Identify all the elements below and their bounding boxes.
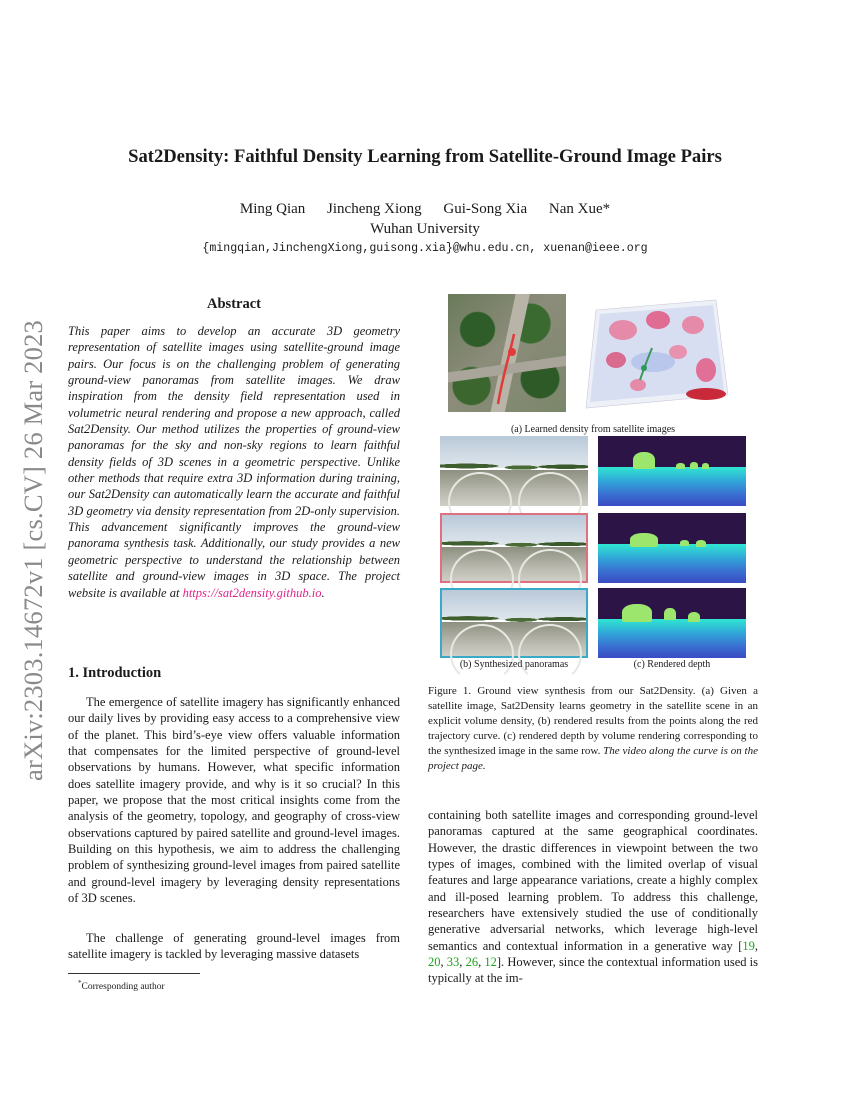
footnote: *Corresponding author xyxy=(78,979,165,993)
paragraph-text: containing both satellite images and corresponding ground-level panoramas captured at the same geographical coordinates. However, the drastic differences in viewpoint between the two types of images, combined with the limited overlap of visual features and large appearance variations, create a highly complex and ill-posed learning problem. To address this challenge, researchers have extensively studied the use of conditionally generative adversarial networks, which leverage high-level semantics and contextual information in a generative way [ xyxy=(428,808,758,953)
synthesized-panorama xyxy=(440,513,588,583)
paragraph-text: The emergence of satellite imagery has significantly enhanced our daily lives by providing easy access to a comprehensive view of the planet. This bird’s-eye view offers valuable information that compensates for the limited perspective of ground-level observations by humans. However, what specific information does satellite imagery provide, and why is it so crucial? In this paper, we propose that the most critical insights come from the analysis of the geometry, topology, and geography of cross-view observations captured by paired satellite and ground-level images. Building on this hypothesis, we aim to address the challenging problem of synthesizing ground-level images from paired satellite and ground-level imagery by leveraging density representations of 3D scenes. xyxy=(68,695,400,906)
figure-subcaption-c: (c) Rendered depth xyxy=(633,659,711,670)
citation-link[interactable]: 20 xyxy=(428,955,441,970)
affiliation: Wuhan University xyxy=(370,221,480,237)
figure-caption-italic: The video along the curve is on the project page. xyxy=(428,745,758,772)
author-name: Gui-Song Xia xyxy=(443,201,528,217)
author-name: Nan Xue* xyxy=(548,201,611,217)
arxiv-side-stamp xyxy=(8,290,58,810)
author-emails: {mingqian,JinchengXiong,guisong.xia}@whu.edu.cn, xuenan@ieee.org xyxy=(202,242,648,255)
figure-subcaption-b: (b) Synthesized panoramas xyxy=(459,659,569,670)
arxiv-identifier: arXiv:2303.14672v1 [cs.CV] 26 Mar 2023 xyxy=(17,319,48,781)
rendered-depth-map xyxy=(598,588,746,658)
paper-title: Sat2Density: Faithful Density Learning from Satellite-Ground Image Pairs xyxy=(128,146,722,167)
intro-paragraph-2 xyxy=(68,930,400,963)
paragraph-text: The challenge of generating ground-level images from satellite imagery is tackled by leveraging massive datasets xyxy=(68,931,400,962)
figure-caption-text: Figure 1. Ground view synthesis from our Sat2Density. (a) Given a satellite image, Sat2Density learns geometry in the satellite scene in an explicit volume density, (b) rendered results from the points along the red trajectory curve. (c) rendered depth by volume rendering corresponding to the synthesized image in the same row. xyxy=(428,685,758,757)
figure-subcaption-a: (a) Learned density from satellite images xyxy=(510,424,676,435)
citation-link[interactable]: 26 xyxy=(465,955,479,970)
rendered-depth-map xyxy=(598,513,746,583)
footnote-text: Corresponding author xyxy=(81,982,165,993)
rendered-depth-map xyxy=(598,436,746,506)
density-volume-render xyxy=(578,290,733,415)
author-list xyxy=(0,201,850,218)
figure-caption xyxy=(428,684,758,774)
footnote-rule xyxy=(68,973,200,974)
project-website-link[interactable]: https://sat2density.github.io xyxy=(182,585,322,600)
citation-link[interactable]: 33 xyxy=(446,955,460,970)
paragraph-end: ]. However, since the contextual information used is typically at the im- xyxy=(428,955,759,986)
citation-link[interactable]: 12 xyxy=(484,955,497,970)
section-heading-introduction: 1. Introduction xyxy=(68,665,162,681)
right-column-text: containing both satellite images and corresponding ground-level panoramas captured at the same geographical coordinates. However, the drastic differences in viewpoint between the two types of images, combined with the limited overlap of visual features and large appearance variations, create a highly complex and ill-posed learning problem. To address this challenge, researchers have extensively studied the use of conditionally generative adversarial networks, which leverage high-level semantics and contextual information in a generative way [19, 20, 33, 26, 12]. However, since the contextual information used is typically at the im- xyxy=(428,808,759,986)
abstract-end: . xyxy=(321,585,325,600)
synthesized-panorama xyxy=(440,436,588,506)
abstract-body xyxy=(68,323,400,601)
author-name: Jincheng Xiong xyxy=(327,201,422,217)
author-name: Ming Qian xyxy=(239,201,306,217)
synthesized-panorama xyxy=(440,588,588,658)
abstract-heading: Abstract xyxy=(207,296,261,312)
intro-paragraph-1 xyxy=(68,694,400,906)
satellite-image xyxy=(448,294,566,412)
abstract-text: This paper aims to develop an accurate 3D geometry representation of satellite images using satellite-ground image pairs. Our focus is on the challenging problem of generating ground-view panoramas from satellite images. We draw inspiration from the density field representation used in volumetric neural rendering and propose a new approach, called Sat2Density. Our method utilizes the properties of ground-view panoramas for the sky and non-sky regions to learn faithful density fields of 3D scenes in a geometric perspective. Unlike other methods that require extra 3D information during training, our Sat2Density can automatically learn the accurate and faithful 3D geometry via density representation from 2D-only supervision. This advancement significantly improves the ground-view panorama synthesis task. Additionally, our study provides a new geometric perspective to understand the relationship between satellite and ground-view images in 3D space. The project website is available at xyxy=(68,324,400,600)
citation-link[interactable]: 19 xyxy=(742,938,755,953)
